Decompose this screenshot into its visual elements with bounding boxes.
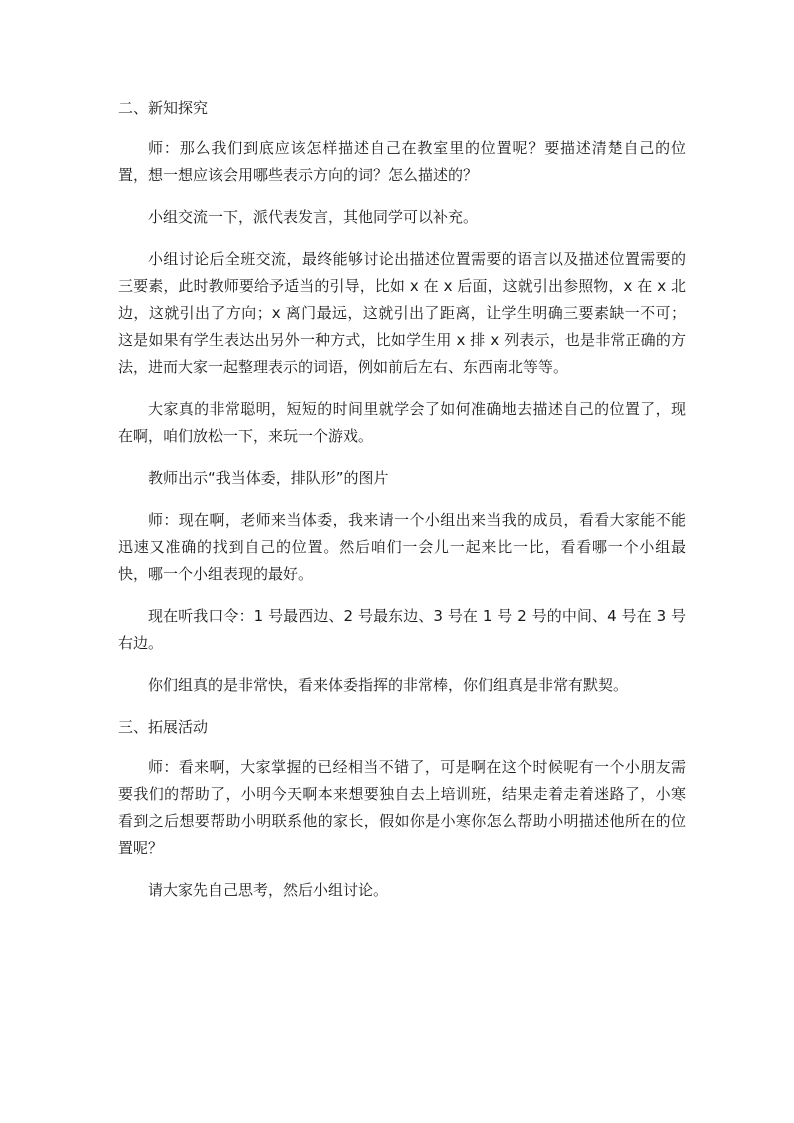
paragraph: 小组交流一下，派代表发言，其他同学可以补充。	[148, 208, 479, 226]
section-heading-extension-activity: 三、拓展活动	[118, 718, 209, 736]
paragraph: 请大家先自己思考，然后小组讨论。	[148, 881, 389, 899]
section-heading-new-knowledge: 二、新知探究	[118, 99, 209, 117]
paragraph: 大家真的非常聪明，短短的时间里就学会了如何准确地去描述自己的位置了，现在啊，咱们放松一下，来玩一个游戏。	[118, 400, 686, 445]
paragraph: 你们组真的是非常快，看来体委指挥的非常棒，你们组真是非常有默契。	[148, 676, 629, 694]
paragraph: 现在听我口令：1 号最西边、2 号最东边、3 号在 1 号 2 号的中间、4 号在 3 号右边。	[118, 607, 686, 652]
paragraph: 师：看来啊，大家掌握的已经相当不错了，可是啊在这个时候呢有一个小朋友需要我们的帮助了，小明今天啊本来想要独自去上培训班，结果走着走着迷路了，小寒看到之后想要帮助小明联系他的家长，假如你是小寒你怎么帮助小明描述他所在的位置呢？	[118, 758, 686, 857]
paragraph: 师：那么我们到底应该怎样描述自己在教室里的位置呢？要描述清楚自己的位置，想一想应该会用哪些表示方向的词？怎么描述的？	[118, 139, 686, 184]
paragraph: 小组讨论后全班交流，最终能够讨论出描述位置需要的语言以及描述位置需要的三要素，此时教师要给予适当的引导，比如 x 在 x 后面，这就引出参照物，x 在 x 北边，这就引出了方向；x 离门最远，这就引出了距离，让学生明确三要素缺一不可；这是如果有学生表达出另外一种方式，比如学生用 x 排 x 列表示，也是非常正确的方法，进而大家一起整理表示的词语，例如前后左右、东西南北等等。	[118, 250, 686, 376]
paragraph: 师：现在啊，老师来当体委，我来请一个小组出来当我的成员，看看大家能不能迅速又准确的找到自己的位置。然后咱们一会儿一起来比一比，看看哪一个小组最快，哪一个小组表现的最好。	[118, 511, 686, 583]
document-body	[118, 95, 686, 919]
paragraph: 教师出示“我当体委，排队形”的图片	[148, 469, 389, 487]
